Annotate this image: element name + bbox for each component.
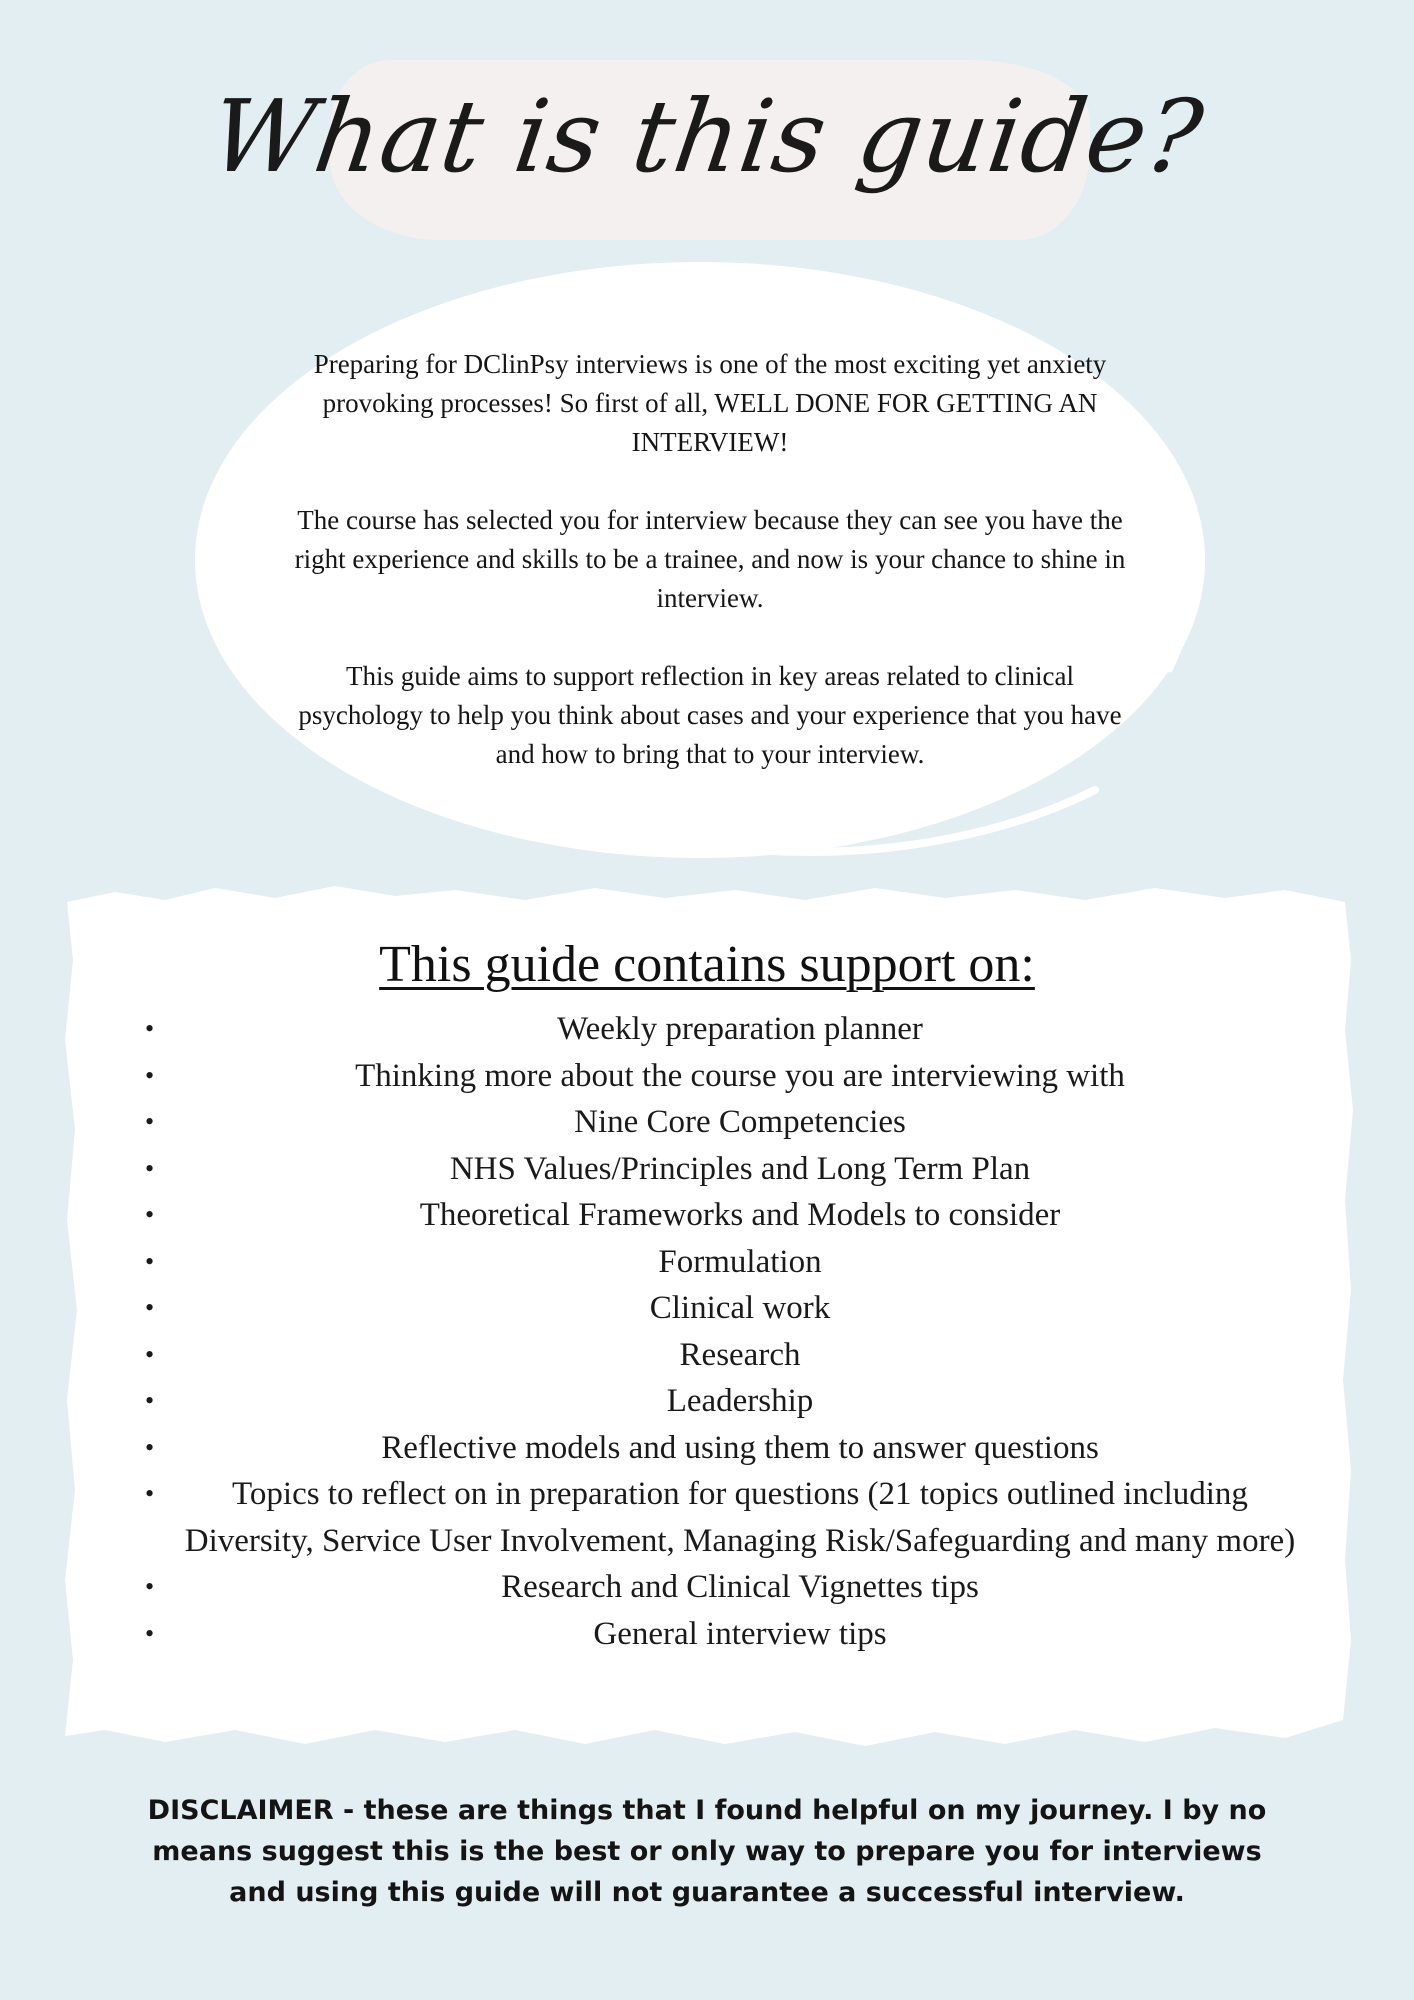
list-item: • Weekly preparation planner [150,1006,1310,1053]
list-item: • General interview tips [150,1611,1310,1658]
intro-paragraph: This guide aims to support reflection in key areas related to clinical psychology to help you think about cases and your experience that you have and how to bring that to your interview. [298,661,1122,769]
intro-text [290,345,1130,813]
bullet-icon: • [145,1479,155,1508]
list-item: • Topics to reflect on in preparation for questions (21 topics outlined including Diversity, Service User Involvement, Managing Risk/Safeguarding and many more) [150,1471,1310,1564]
intro-paragraph: Preparing for DClinPsy interviews is one of the most exciting yet anxiety provoking processes! So first of all, WELL DONE FOR GETTING AN INTERVIEW! [313,349,1107,457]
list-item: • Leadership [150,1378,1310,1425]
bullet-icon: • [145,1432,155,1462]
list-item: • Reflective models and using them to answer questions [150,1425,1310,1472]
contents-heading: This guide contains support on: [379,936,1035,993]
bullet-icon: • [145,1153,155,1183]
list-item: • Theoretical Frameworks and Models to consider [150,1192,1310,1239]
bullet-icon: • [145,1060,155,1090]
intro-paragraph: The course has selected you for interview because they can see you have the right experience and skills to be a trainee, and now is your chance to shine in interview. [294,505,1126,613]
list-item: • Research and Clinical Vignettes tips [150,1564,1310,1611]
contents-list [145,1006,1310,1657]
list-item: • Clinical work [150,1285,1310,1332]
list-item: • NHS Values/Principles and Long Term Plan [150,1146,1310,1193]
bullet-icon: • [145,1618,155,1648]
list-item: • Thinking more about the course you are interviewing with [150,1053,1310,1100]
list-item: • Research [150,1332,1310,1379]
page-title: What is this guide? [203,78,1211,195]
bullet-icon: • [145,1107,155,1136]
bullet-icon: • [145,1293,155,1322]
bullet-icon: • [145,1014,155,1043]
list-item: • Formulation [150,1239,1310,1286]
disclaimer-text: DISCLAIMER - these are things that I found helpful on my journey. I by no means suggest this is the best or only way to prepare you for interviews and using this guide will not guarantee a successful interview. [147,1795,1267,1908]
bullet-icon: • [145,1246,155,1276]
bullet-icon: • [145,1339,155,1369]
bullet-icon: • [145,1572,155,1601]
bullet-icon: • [145,1386,155,1415]
bullet-icon: • [145,1200,155,1229]
list-item: • Nine Core Competencies [150,1099,1310,1146]
